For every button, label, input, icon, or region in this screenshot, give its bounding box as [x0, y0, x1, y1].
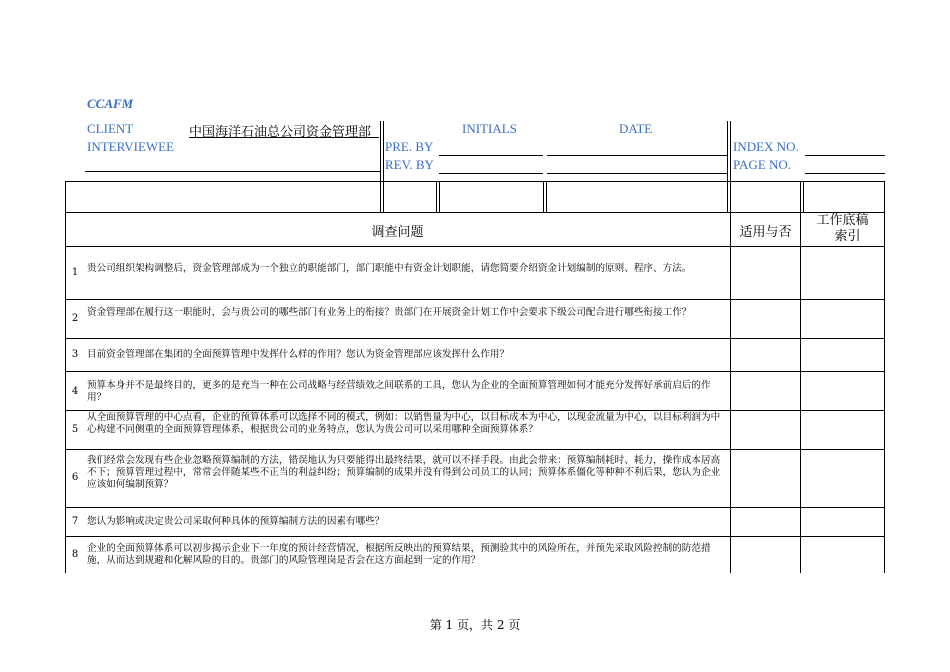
table-right-border [884, 181, 885, 573]
table-row-border [65, 299, 885, 300]
table-row-border [65, 410, 885, 411]
row-number: 5 [71, 424, 79, 435]
client-field-line [189, 137, 379, 138]
row-number: 3 [71, 349, 79, 360]
row-question: 贵公司组织架构调整后，资金管理部成为一个独立的职能部门，部门职能中有资金计划职能，请您简要介绍资金计划编制的原则、程序、方法。 [87, 263, 692, 274]
col-header-ref [801, 213, 884, 245]
divider-a1 [380, 121, 381, 212]
rev-by-date-line [547, 173, 727, 174]
col-header-ref-line2: 索引 [834, 229, 861, 244]
divider-c [436, 181, 437, 212]
initials-label: INITIALS [462, 121, 517, 136]
table-row-border [65, 449, 885, 450]
pre-by-date-line [547, 155, 727, 156]
pre-by-initials-line [439, 155, 543, 156]
row-number: 6 [71, 472, 79, 483]
client-label: CLIENT [87, 121, 134, 136]
row-question: 从全面预算管理的中心点看，企业的预算体系可以选择不同的模式，例如：以销售量为中心，以目标成本为中心，以现金流量为中心，以目标利润为中心构建不同侧重的全面预算管理体系，根据贵公司的业务特点，您认为贵公司可以采用哪种全面预算体系？ [87, 412, 721, 435]
row-question: 企业的全面预算体系可以初步揭示企业下一年度的预计经营情况，根据所反映出的预算结果，预测验其中的风险所在，并预先采取风险控制的防范措施，从而达到规避和化解风险的目的。贵部门的风险管理岗是否会在这方面起到一定的作用？ [87, 543, 711, 566]
divider-b2 [730, 121, 731, 212]
divider-b1 [727, 121, 728, 212]
row-question: 预算本身并不是最终目的，更多的是充当一种在公司战略与经营绩效之间联系的工具，您认为企业的全面预算管理如何才能充分发挥好承前启后的作用？ [87, 380, 711, 403]
rev-by-initials-line [439, 173, 543, 174]
divider-a2 [383, 121, 384, 212]
client-value: 中国海洋石油总公司资金管理部 [189, 125, 372, 140]
divider-d2 [546, 181, 547, 212]
row-number: 8 [71, 549, 79, 560]
col-header-question: 调查问题 [371, 225, 424, 240]
table-top-border [65, 181, 885, 182]
rev-by-label: REV. BY [385, 157, 434, 172]
page-no-label: PAGE NO. [733, 157, 792, 172]
row-question: 您认为影响或决定贵公司采取何种具体的预算编制方法的因素有哪些？ [87, 516, 385, 527]
date-label: DATE [619, 121, 653, 136]
col-header-applicable: 适用与否 [739, 225, 792, 240]
divider-c2 [439, 181, 440, 212]
row-question: 目前资金管理部在集团的全面预算管理中发挥什么样的作用？您认为资金管理部应该发挥什么作用？ [87, 349, 510, 360]
table-row-border [65, 246, 885, 247]
row-number: 2 [71, 313, 79, 324]
table-row-border [65, 212, 885, 213]
page-no-line [805, 173, 885, 174]
row-number: 4 [71, 386, 79, 397]
table-row-border [65, 371, 885, 372]
pre-by-label: PRE. BY [385, 139, 434, 154]
row-number: 7 [71, 516, 79, 527]
index-no-line [805, 155, 885, 156]
row-question: 我们经常会发现有些企业忽略预算编制的方法，错误地认为只要能得出最终结果，就可以不择手段。由此会带来：预算编制耗时、耗力，操作成本居高不下；预算管理过程中，常常会伴随某些不正当的利益纠纷；预算编制的成果并没有得到公司员工的认同；预算体系僵化等种种不利后果，您认为企业应该如何编制预算？ [87, 455, 721, 490]
interviewee-label: INTERVIEWEE [87, 139, 175, 154]
col-header-ref-line1: 工作底稿 [816, 213, 869, 228]
divider-e1 [800, 181, 801, 212]
row-question: 资金管理部在履行这一职能时，会与贵公司的哪些部门有业务上的衔接？贵部门在开展资金计划工作中会要求下级公司配合进行哪些衔接工作？ [87, 307, 692, 318]
table-col-divider-applicable [730, 212, 731, 573]
table-row-border [65, 536, 885, 537]
divider-d1 [543, 181, 544, 212]
interviewee-field-line [85, 171, 380, 172]
brand-title: CCAFM [87, 96, 134, 111]
table-col-divider-ref [800, 212, 801, 573]
page-footer: 第 1 页，共 2 页 [429, 618, 521, 632]
divider-e2 [803, 181, 804, 212]
row-number: 1 [71, 267, 79, 278]
table-row-border [65, 338, 885, 339]
table-row-border [65, 507, 885, 508]
index-no-label: INDEX NO. [733, 139, 799, 154]
